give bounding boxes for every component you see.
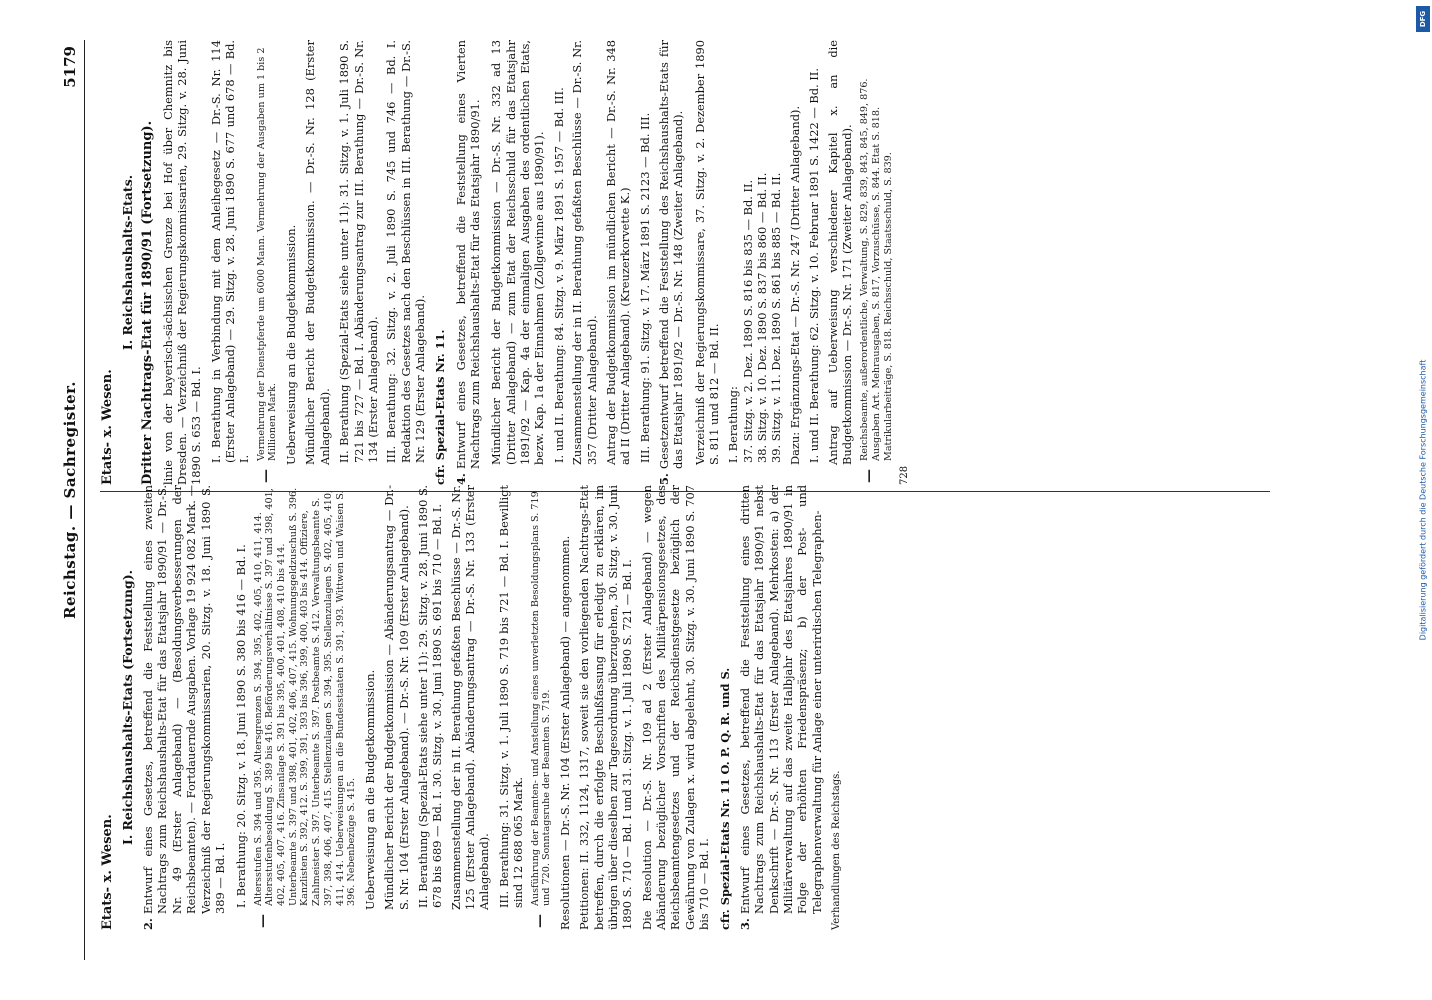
entry-2 xyxy=(141,485,227,930)
entry-text: Entwurf eines Gesetzes, betreffend die Feststellung eines zweiten Nachtrags zum Reichshaushalts-Etat für das Etatsjahr 1890/91 — Dr.-S. Nr. 49 (Erster Anlageband) — (Besoldungsverbesserungen der Reichsbeamten). — Fortdauernde Ausgaben. Vorlage 19 924 082 Mark. — Verzeichniß der Regierungskommissarien, 20. Sitzg. v. 18. Juni 1890 S. 389 — Bd. I. xyxy=(141,485,227,914)
footnote: Verhandlungen des Reichstags. xyxy=(831,770,843,930)
topic-index-text: Altersstufen S. 394 und 395. Altersgrenzen S. 394, 395, 402, 405, 410, 411, 414. Altersstufenbesoldung S. 389 bis 416. Beförderungsverhältnisse S. 397 und 398, 401, 402, 405, 407, 416. Zinsanlage S. 391 bis 395, 400, 401, 408, 410 bis 414. Unterbeamte S. 397 und 398, 401, 402, 406, 407, 415. Wohnungsgeldzuschuß S. 396. Kanzlisten S. 392, 412. S. 399, 391, 393 bis 396, 399, 400, 403 bis 414. Offiziere, Zahlmeister S. 397. Unterbeamte S. 397. Postbeamte S. 412. Verwaltungsbeamte S. 397, 398, 406, 407, 415. Stellenzulagen S. 394, 395. Stellenzulagen S. 402, 405, 410, 411, 414. Ueberweisungen an die Bundesstaaten S. 391, 393. Wittwen und Waisen S. 396. Nebenbezüge S. 415. xyxy=(252,487,358,906)
first-reading xyxy=(726,40,783,485)
right-column-head: Etats- x. Wesen. xyxy=(100,369,115,485)
dfg-logo-text: DFG xyxy=(1419,10,1427,28)
right-column xyxy=(100,40,912,485)
topic-index xyxy=(253,485,358,930)
entry-4 xyxy=(454,40,483,485)
reading-text: III. Berathung: 31. Sitzg. v. 1. Juli 1890 S. 719 bis 721 — Bd. I. Bewilligt sind 12 688 065 Mark. xyxy=(496,485,526,908)
reading-text: I. und II. Berathung: 84. Sitzg. v. 9. März 1891 S. 1957 — Bd. III. xyxy=(551,87,566,463)
topic-index-text: Ausführung der Beamten- und Anstellung eines unverletzten Besoldungsplans S. 719 und 720. Sonntagsruhe der Beamten S. 719. xyxy=(529,491,553,906)
left-section-subhead: I. Reichshaushalts-Etats (Fortsetzung). xyxy=(120,569,136,846)
topic-index xyxy=(256,40,279,485)
reading-session: 37. Sitzg. v. 2. Dez. 1890 S. 816 bis 835 — Bd. II. xyxy=(740,179,755,463)
entry-3 xyxy=(738,485,824,930)
resolution-rejected: Die Resolution — Dr.-S. Nr. 109 ad 2 (Erster Anlageband) — wegen Abänderung bezüglicher Vorschriften des Militärpensionsgesetzes, des Reichsbeamtengesetzes und der Reichsdienstgesetze bezüglich der Gewährung von Zulagen x. wird abgelehnt, 30. Sitzg. v. 30. Juni 1890 S. 707 bis 710 — Bd. I. xyxy=(639,485,712,930)
left-column xyxy=(100,485,844,930)
topic-index-2 xyxy=(530,485,553,930)
entry-5 xyxy=(657,40,686,485)
commission-report: Mündlicher Bericht der Budgetkommission. — Dr.-S. Nr. 128 (Erster Anlageband). xyxy=(303,40,332,465)
reading-text: I. Berathung in Verbindung mit dem Anleihegesetz — Dr.-S. Nr. 114 (Erster Anlageband) — 29. Sitzg. v. 28. Juni 1890 S. 677 und 678 — Bd. I. xyxy=(208,40,252,463)
third-reading xyxy=(497,485,526,930)
reading-text: II. Berathung (Spezial-Etats siehe unter 11): 29. Sitzg. v. 28. Juni 1890 S. 678 bis 689 — Bd. I. 30. Sitzg. v. 30. Juni 1890 S. 691 bis 710 — Bd. I. xyxy=(416,485,445,908)
dash-mark: — xyxy=(254,914,271,928)
first-reading xyxy=(209,40,252,485)
dash-mark: — xyxy=(861,469,878,483)
resolutions: Resolutionen — Dr.-S. Nr. 104 (Erster Anlageband) — angenommen. xyxy=(557,535,572,930)
supplementary-budget: Dazu: Ergänzungs-Etat — Dr.-S. Nr. 247 (Dritter Anlageband). xyxy=(787,105,802,465)
second-reading xyxy=(337,40,380,485)
topic-index-text: Reichsbeamte, außerordentliche, Verwaltung, S. 829, 839, 843, 845, 849, 876. Ausgaben Art. Mehrausgaben, S. 817, Vorzuschüsse, S. 844. Etat S. 818. Matrikularbeiträge, S. 818. Reichsschuld, Staatsschuld, S. 839. xyxy=(859,78,894,461)
commission-report: Mündlicher Bericht der Budgetkommission — Abänderungsantrag — Dr.-S. Nr. 104 (Erster Anlageband). — Dr.-S. Nr. 109 (Erster Anlageband). xyxy=(382,485,411,910)
commission-motion: Antrag der Budgetkommission im mündlichen Bericht — Dr.-S. Nr. 348 ad II (Dritter Anlageband). (Kreuzerkorvette K.) xyxy=(603,40,633,465)
first-reading xyxy=(234,485,248,930)
transfer-motion: Antrag auf Ueberweisung verschiedener Kapitel x. an die Budgetkommission — Dr.-S. Nr. 171 (Zweiter Anlageband). xyxy=(825,40,854,465)
reading-session: 38. Sitzg. v. 10. Dez. 1890 S. 837 bis 860 — Bd. II. xyxy=(755,172,770,463)
petitions: Petitionen: II. 332, 1124, 1317, soweit sie den vorliegenden Nachtrags-Etat betreffen, durch die erfolgte Beschlußfassung für erledigt zu erklären, im übrigen über dieselben zur Tagesordnung überzugehen, 30. Sitzg. v. 30. Juni 1890 S. 710 — Bd. I und 31. Sitzg. v. 1. Juli 1890 S. 721 — Bd. I. xyxy=(577,485,635,930)
running-head: Reichstag. — Sachregister. xyxy=(61,381,80,619)
topic-index-text: Vermehrung der Dienstpferde um 6000 Mann. Vermehrung der Ausgaben um 1 bis 2 Millionen Mark. xyxy=(255,47,279,461)
reading-label: I. Berathung: xyxy=(726,386,741,463)
first-second-reading xyxy=(807,40,821,485)
reading-text: I. und II. Berathung: 62. Sitzg. v. 10. Februar 1891 S. 1422 — Bd. II. xyxy=(807,68,822,463)
commission-transfer: Ueberweisung an die Budgetkommission. xyxy=(362,669,377,910)
reading-text: III. Berathung: 32. Sitzg. v. 2. Juli 1890 S. 745 und 746 — Bd. I. Redaktion des Gesetzes nach den Beschlüssen in III. Berathung — Dr.-S. Nr. 129 (Erster Anlageband). xyxy=(384,40,427,463)
supplement-text: linie von der bayerisch-sächsischen Grenze bei Hof über Chemnitz bis Dresden. — Verzeichniß der Regierungskommissarien, 29. Sitzg. v. 28. Juni 1890 S. 653 — Bd. I. xyxy=(160,40,204,485)
page-number: 5179 xyxy=(61,46,80,88)
entry-text: Entwurf eines Gesetzes, betreffend die Feststellung eines Vierten Nachtrags zum Reichshaushalts-Etat für das Etatsjahr 1890/91. xyxy=(453,40,483,469)
second-reading xyxy=(416,485,445,930)
entry-number: 3. xyxy=(737,918,752,930)
dfg-logo xyxy=(1416,6,1430,32)
reading-text: II. Berathung (Spezial-Etats siehe unter 11): 31. Sitzg. v. 1. Juli 1890 S. 721 bis 727 — Bd. I. Abänderungsantrag zur III. Berathung — Dr.-S. Nr. 134 (Erster Anlageband). xyxy=(337,40,380,463)
entry-number: 5. xyxy=(656,473,671,485)
dash-mark: — xyxy=(257,469,274,483)
third-reading xyxy=(384,40,427,485)
right-section-subhead: I. Reichshaushalts-Etats. xyxy=(120,174,136,351)
cross-reference: cfr. Spezial-Etats Nr. 11 O. P. Q. R. und S. xyxy=(717,667,732,930)
entry-number: 2. xyxy=(141,918,156,930)
resolutions-compilation: Zusammenstellung der in II. Berathung gefaßten Beschlüsse — Dr.-S. Nr. 125 (Erster Anlageband). Abänderungsantrag — Dr.-S. Nr. 133 (Erster Anlageband). xyxy=(448,485,492,910)
topic-index xyxy=(859,40,894,485)
reading-session: 39. Sitzg. v. 11. Dez. 1890 S. 861 bis 885 — Bd. II. xyxy=(769,172,784,463)
dash-mark: — xyxy=(531,914,548,928)
reading-text: I. Berathung: 20. Sitzg. v. 18. Juni 1890 S. 380 bis 416 — Bd. I. xyxy=(234,544,249,908)
commission-transfer: Ueberweisung an die Budgetkommission. xyxy=(284,224,299,465)
first-second-reading xyxy=(552,40,566,485)
page-header xyxy=(58,40,85,960)
entry-text: Entwurf eines Gesetzes, betreffend die Feststellung eines dritten Nachtrags zum Reichshaushalts-Etat für das Etatsjahr 1890/91 nebst Denkschrift — Dr.-S. Nr. 113 (Erster Anlageband). Mehrkosten: a) der Militärverwaltung auf das zweite Halbjahr des Etatsjahres 1890/91 in Folge der erhöhten Friedenspräsenz; b) der Post- und Telegraphenverwaltung für Anlage einer unterirdischen Telegraphen- xyxy=(737,485,824,914)
commissioners-list: Verzeichniß der Regierungskommissare, 37. Sitzg. v. 2. Dezember 1890 S. 811 und 812 — Bd. II. xyxy=(692,40,722,465)
entry-number: 4. xyxy=(453,473,468,485)
supplement-heading: Dritter Nachtrags-Etat für 1890/91 (Fortsetzung). xyxy=(140,120,156,485)
reading-text: III. Berathung: 91. Sitzg. v. 17. März 1891 S. 2123 — Bd. III. xyxy=(637,112,652,463)
resolutions-compilation: Zusammenstellung der in II. Berathung gefaßten Beschlüsse — Dr.-S. Nr. 357 (Dritter Anlageband). xyxy=(570,40,599,465)
commission-report: Mündlicher Bericht der Budgetkommission — Dr.-S. Nr. 332 ad 13 (Dritter Anlageband) — zum Etat der Reichsschuld für das Etatsjahr 1891/92 — Kap. 4a der einmaligen Ausgaben des ordentlichen Etats, bezw. Kap. 1a der Einnahmen (Zollgewinne aus 1890/91). xyxy=(489,40,547,465)
third-reading xyxy=(638,40,652,485)
left-column-head: Etats- x. Wesen. xyxy=(100,814,115,930)
cross-reference: cfr. Spezial-Etats Nr. 11. xyxy=(433,329,448,485)
entry-text: Gesetzentwurf betreffend die Feststellung des Reichshaushalts-Etats für das Etatsjahr 1891/92 — Dr.-S. Nr. 148 (Zweiter Anlageband). xyxy=(656,40,686,469)
digitization-credit: Digitalisierung gefördert durch die Deutsche Forschungsgemeinschaft xyxy=(1418,359,1428,641)
footnote-number: 728 xyxy=(899,465,911,485)
